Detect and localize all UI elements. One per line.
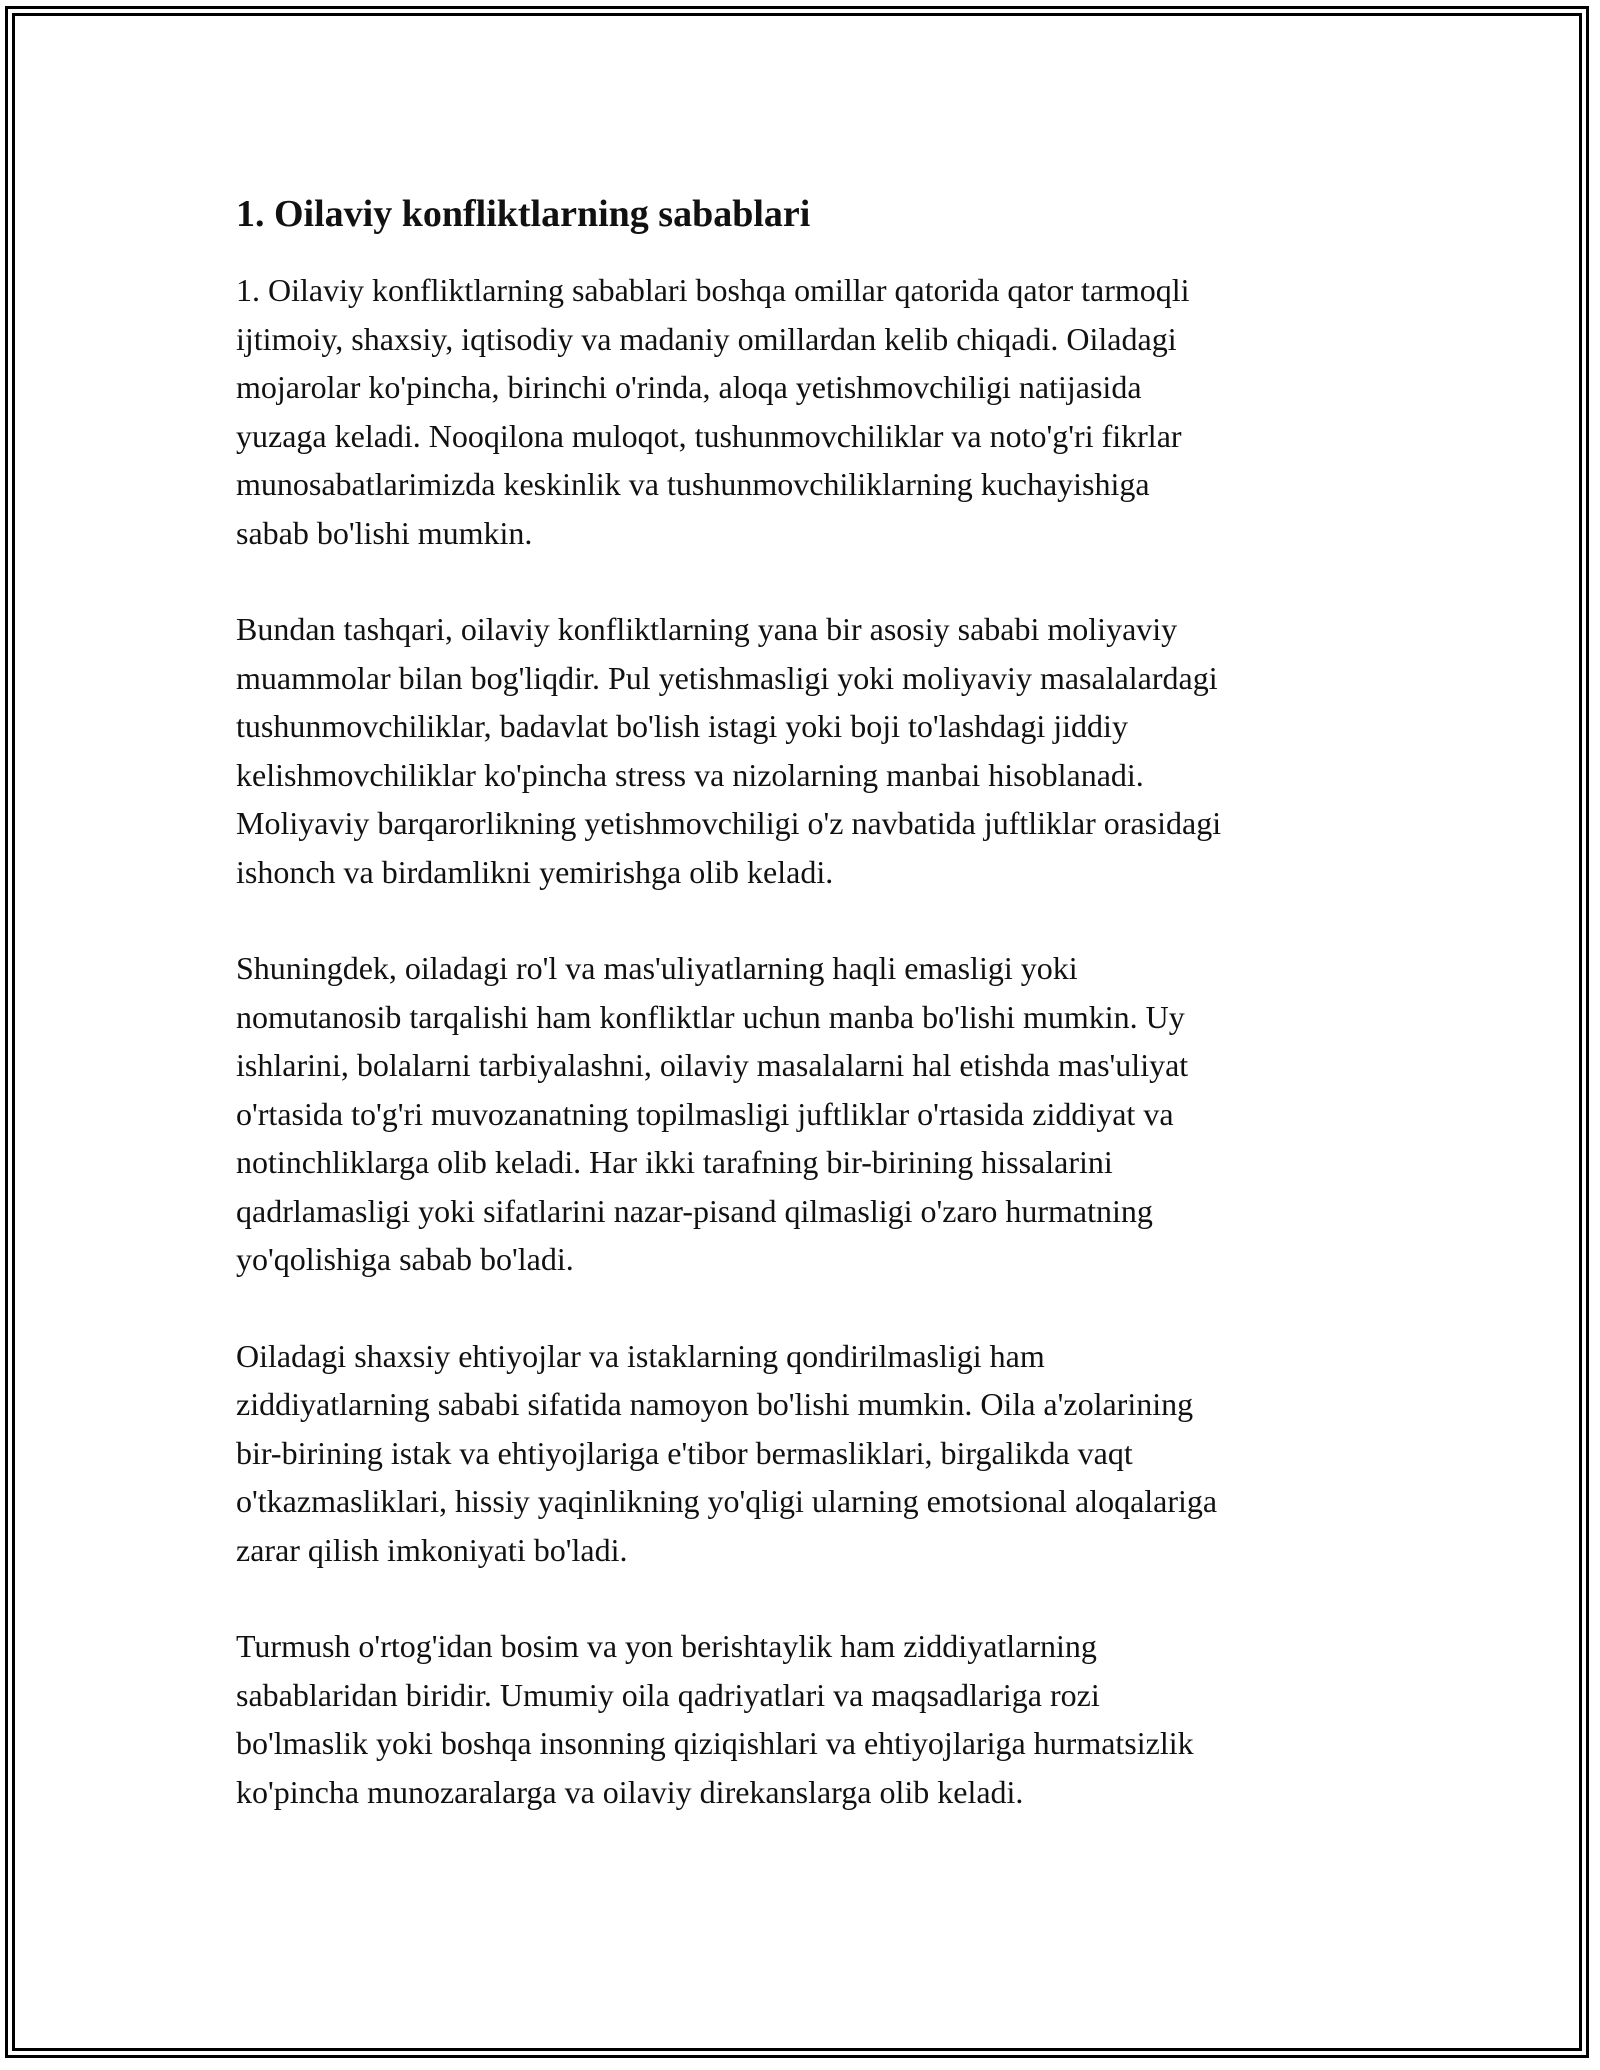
paragraph-line: sabab bo'lishi mumkin. [236, 514, 533, 551]
paragraph-line: tushunmovchiliklar, badavlat bo'lish istagi yoki boji to'lashdagi jiddiy [236, 708, 1128, 744]
paragraph-line: zarar qilish imkoniyati bo'ladi. [236, 1531, 628, 1568]
paragraph-line: ijtimoiy, shaxsiy, iqtisodiy va madaniy omillardan kelib chiqadi. Oiladagi [236, 320, 1177, 357]
paragraph-line: Oiladagi shaxsiy ehtiyojlar va istaklarning qondirilmasligi ham [236, 1337, 1045, 1374]
document-body [236, 190, 1376, 1864]
paragraph-line: ziddiyatlarning sababi sifatida namoyon bo'lishi mumkin. Oila a'zolarining [236, 1386, 1194, 1422]
paragraph-line: yuzaga keladi. Nooqilona muloqot, tushunmovchiliklar va noto'g'ri fikrlar [236, 417, 1182, 454]
paragraph-line: notinchliklarga olib keladi. Har ikki tarafning bir-birining hissalarini [236, 1144, 1113, 1180]
paragraph-line: bo'lmaslik yoki boshqa insonning qiziqishlari va ehtiyojlariga hurmatsizlik [236, 1725, 1194, 1761]
paragraph-line: ishonch va birdamlikni yemirishga olib keladi. [236, 853, 834, 890]
paragraph-line: Turmush o'rtog'idan bosim va yon berishtaylik ham ziddiyatlarning [236, 1628, 1097, 1664]
paragraph-line: Bundan tashqari, oilaviy konfliktlarning yana bir asosiy sababi moliyaviy [236, 611, 1178, 647]
paragraph [236, 944, 1376, 1284]
paragraph-line: bir-birining istak va ehtiyojlariga e'tibor bermasliklari, birgalikda vaqt [236, 1434, 1133, 1471]
paragraph-line: muammolar bilan bog'liqdir. Pul yetishmasligi yoki moliyaviy masalalardagi [236, 659, 1218, 696]
paragraph-line: yo'qolishiga sabab bo'ladi. [236, 1241, 574, 1277]
paragraph [236, 605, 1376, 896]
paragraph-line: munosabatlarimizda keskinlik va tushunmovchiliklarning kuchayishiga [236, 466, 1150, 502]
paragraph [236, 266, 1376, 557]
paragraph-line: ko'pincha munozaralarga va oilaviy direkanslarga olib keladi. [236, 1773, 1024, 1810]
paragraph-line: qadrlamasligi yoki sifatlarini nazar-pisand qilmasligi o'zaro hurmatning [236, 1192, 1153, 1229]
paragraph-line: ishlarini, bolalarni tarbiyalashni, oilaviy masalalarni hal etishda mas'uliyat [236, 1047, 1189, 1083]
paragraph [236, 1622, 1376, 1816]
paragraph-line: sabablaridan biridir. Umumiy oila qadriyatlari va maqsadlariga rozi [236, 1676, 1100, 1713]
paragraph [236, 1332, 1376, 1575]
document-title: 1. Oilaviy konfliktlarning sabablari [236, 193, 811, 235]
paragraph-line: o'rtasida to'g'ri muvozanatning topilmasligi juftliklar o'rtasida ziddiyat va [236, 1095, 1174, 1132]
paragraph-line: kelishmovchiliklar ko'pincha stress va nizolarning manbai hisoblanadi. [236, 756, 1144, 793]
paragraph-line: mojarolar ko'pincha, birinchi o'rinda, aloqa yetishmovchiligi natijasida [236, 369, 1142, 405]
paragraph-line: Moliyaviy barqarorlikning yetishmovchiligi o'z navbatida juftliklar orasidagi [236, 805, 1222, 841]
paragraph-list [236, 266, 1376, 1816]
paragraph-line: Shuningdek, oiladagi ro'l va mas'uliyatlarning haqli emasligi yoki [236, 950, 1078, 986]
paragraph-line: o'tkazmasliklari, hissiy yaqinlikning yo'qligi ularning emotsional aloqalariga [236, 1483, 1218, 1519]
paragraph-line: nomutanosib tarqalishi ham konfliktlar uchun manba bo'lishi mumkin. Uy [236, 998, 1185, 1035]
paragraph-line: 1. Oilaviy konfliktlarning sabablari boshqa omillar qatorida qator tarmoqli [236, 272, 1190, 308]
